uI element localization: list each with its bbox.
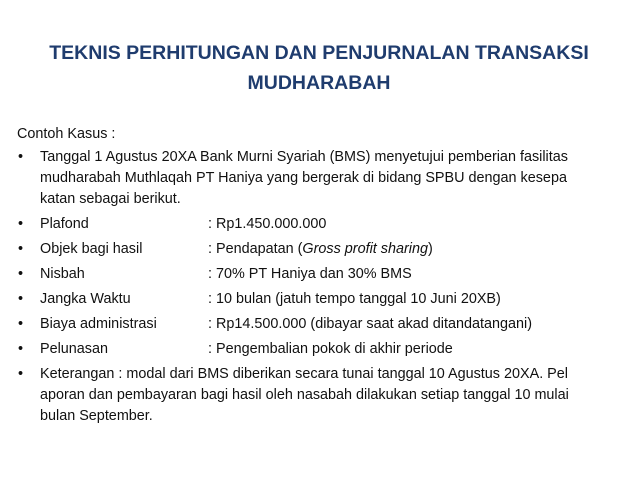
jangka-waktu-label: Jangka Waktu bbox=[40, 291, 131, 307]
objek-value-post: ) bbox=[428, 241, 433, 257]
case-line-3: katan sebagai berikut. bbox=[40, 191, 181, 207]
note-line-2: aporan dan pembayaran bagi hasil oleh nasabah dilakukan setiap tanggal 10 mulai bbox=[40, 387, 569, 403]
title-line-2: MUDHARABAH bbox=[247, 72, 391, 94]
objek-label: Objek bagi hasil bbox=[40, 241, 143, 257]
bullet-icon: • bbox=[18, 366, 24, 382]
intro-text: Contoh Kasus : bbox=[17, 126, 116, 142]
bullet-pelunasan bbox=[17, 339, 629, 360]
biaya-administrasi-label: Biaya administrasi bbox=[40, 316, 157, 332]
plafond-value: : Rp1.450.000.000 bbox=[208, 216, 327, 232]
bullet-keterangan bbox=[17, 364, 629, 427]
slide-title bbox=[20, 38, 618, 98]
nisbah-value: : 70% PT Haniya dan 30% BMS bbox=[208, 266, 412, 282]
bullet-icon: • bbox=[18, 266, 24, 282]
note-line-1: Keterangan : modal dari BMS diberikan secara tunai tanggal 10 Agustus 20XA. Pel bbox=[40, 366, 568, 382]
pelunasan-value: : Pengembalian pokok di akhir periode bbox=[208, 341, 453, 357]
note-line-3: bulan September. bbox=[40, 408, 153, 424]
bullet-biaya-administrasi bbox=[17, 314, 629, 335]
bullet-icon: • bbox=[18, 241, 24, 257]
plafond-label: Plafond bbox=[40, 216, 89, 232]
nisbah-label: Nisbah bbox=[40, 266, 85, 282]
case-line-1: Tanggal 1 Agustus 20XA Bank Murni Syariah (BMS) menyetujui pemberian fasilitas bbox=[40, 149, 568, 165]
bullet-icon: • bbox=[18, 291, 24, 307]
slide-content bbox=[17, 124, 629, 431]
title-line-1: TEKNIS PERHITUNGAN DAN PENJURNALAN TRANSAKSI bbox=[49, 42, 589, 64]
jangka-waktu-value: : 10 bulan (jatuh tempo tanggal 10 Juni 20XB) bbox=[208, 291, 501, 307]
bullet-plafond bbox=[17, 214, 629, 235]
bullet-case-description bbox=[17, 147, 629, 210]
pelunasan-label: Pelunasan bbox=[40, 341, 109, 357]
bullet-icon: • bbox=[18, 341, 24, 357]
bullet-icon: • bbox=[18, 316, 24, 332]
bullet-icon: • bbox=[18, 216, 24, 232]
case-line-2: mudharabah Muthlaqah PT Haniya yang bergerak di bidang SPBU dengan kesepa bbox=[40, 170, 567, 186]
bullet-nisbah bbox=[17, 264, 629, 285]
bullet-icon: • bbox=[18, 149, 24, 165]
bullet-list bbox=[17, 147, 629, 427]
objek-value-italic: Gross profit sharing bbox=[302, 241, 428, 257]
biaya-administrasi-value: : Rp14.500.000 (dibayar saat akad ditandatangani) bbox=[208, 316, 533, 332]
bullet-objek-bagi-hasil bbox=[17, 239, 629, 260]
objek-value bbox=[208, 239, 629, 260]
bullet-jangka-waktu bbox=[17, 289, 629, 310]
objek-value-pre: : Pendapatan ( bbox=[208, 241, 303, 257]
